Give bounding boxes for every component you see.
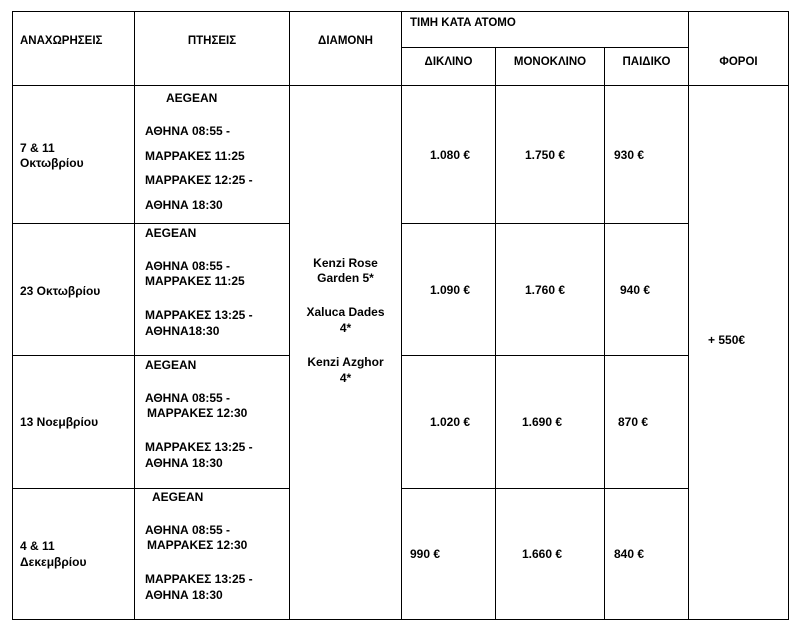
row1-return-line1: ΜΑΡΡΑΚΕΣ 12:25 - [145,173,253,187]
row4-airline: AEGEAN [152,490,204,504]
row2-double-price: 1.090 € [430,283,471,297]
row2-outbound-line2: ΜΑΡΡΑΚΕΣ 11:25 [145,274,245,288]
row3-double-price: 1.020 € [430,415,471,429]
row3-outbound-line1: ΑΘΗΝΑ 08:55 - [145,391,231,405]
row4-return-line1: ΜΑΡΡΑΚΕΣ 13:25 - [145,572,253,586]
row4-double-price: 990 € [410,547,441,561]
header-departures: ΑΝΑΧΩΡΗΣΕΙΣ [20,35,103,47]
taxes-value: + 550€ [708,333,746,347]
row2-outbound-line1: ΑΘΗΝΑ 08:55 - [145,259,231,273]
hotel3-line2: 4* [339,371,352,385]
col-sep-1 [134,11,135,620]
row2-child-price: 940 € [620,283,651,297]
row1-child-price: 930 € [614,148,645,162]
header-accommodation: ΔΙΑΜΟΝΗ [318,35,373,47]
row1-single-price: 1.750 € [525,148,566,162]
row1-return-line2: ΑΘΗΝΑ 18:30 [145,198,223,212]
row3-child-price: 870 € [618,415,649,429]
hotel3-line1: Kenzi Azghor [307,355,384,369]
col-sep-4 [495,47,496,620]
col-sep-6 [688,11,689,620]
hotel1-line1: Kenzi Rose [313,256,378,270]
row1-double-price: 1.080 € [430,148,471,162]
table-border-left [12,11,13,620]
row2-return-line2: ΑΘΗΝΑ18:30 [145,324,220,338]
row-sep-2a [12,355,290,356]
row2-single-price: 1.760 € [525,283,566,297]
row2-return-line1: ΜΑΡΡΑΚΕΣ 13:25 - [145,308,253,322]
table-border-right [788,11,789,620]
row3-return-line1: ΜΑΡΡΑΚΕΣ 13:25 - [145,440,253,454]
hotel2-line2: 4* [339,321,352,335]
header-price-per-person: ΤΙΜΗ ΚΑΤΑ ΑΤΟΜΟ [410,17,516,29]
row3-return-line2: ΑΘΗΝΑ 18:30 [145,456,223,470]
row4-date-line2: Δεκεμβρίου [20,555,87,569]
hotel2-line1: Xaluca Dades [306,305,385,319]
header-single: ΜΟΝΟΚΛΙΝΟ [513,56,587,68]
row-sep-3b [401,488,689,489]
row1-outbound-line1: ΑΘΗΝΑ 08:55 - [145,124,231,138]
row4-date-line1: 4 & 11 [20,539,55,553]
row1-airline: AEGEAN [166,91,218,105]
col-sep-5 [604,47,605,620]
row4-single-price: 1.660 € [522,547,563,561]
row-sep-2b [401,355,689,356]
hotel1-line2: Garden 5* [317,271,374,285]
row3-date: 13 Νοεμβρίου [20,415,99,429]
row4-child-price: 840 € [614,547,645,561]
row2-airline: AEGEAN [145,226,197,240]
row3-single-price: 1.690 € [522,415,563,429]
row-sep-1b [401,223,689,224]
row1-date-line2: Οκτωβρίου [20,156,84,170]
row3-airline: AEGEAN [145,358,197,372]
subheader-divider [401,47,688,48]
header-double: ΔΙΚΛΙΝΟ [424,56,473,68]
row1-date-line1: 7 & 11 [20,141,55,155]
row4-outbound-line2: ΜΑΡΡΑΚΕΣ 12:30 [147,538,248,552]
row-sep-1a [12,223,290,224]
row4-outbound-line1: ΑΘΗΝΑ 08:55 - [145,523,231,537]
row-sep-3a [12,488,290,489]
header-taxes: ΦΟΡΟΙ [719,56,758,68]
col-sep-3 [401,11,402,620]
row1-outbound-line2: ΜΑΡΡΑΚΕΣ 11:25 [145,149,245,163]
header-flights: ΠΤΗΣΕΙΣ [187,35,237,47]
row2-date: 23 Οκτωβρίου [20,284,101,298]
row3-outbound-line2: ΜΑΡΡΑΚΕΣ 12:30 [147,406,248,420]
row4-return-line2: ΑΘΗΝΑ 18:30 [145,588,223,602]
header-child: ΠΑΙΔΙΚΟ [622,56,671,68]
